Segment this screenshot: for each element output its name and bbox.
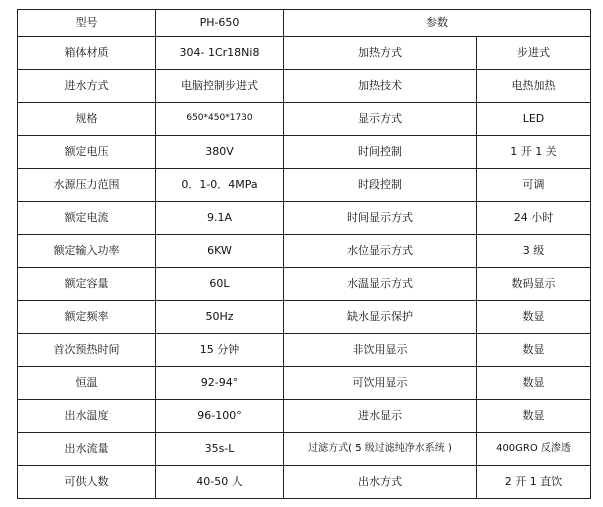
spec-value-cell: 35s-L <box>156 432 284 465</box>
param-label-cell: 加热方式 <box>284 36 477 69</box>
spec-value-cell: 0．1-0．4MPa <box>156 168 284 201</box>
param-label-cell: 水位显示方式 <box>284 234 477 267</box>
param-value-cell: 数显 <box>477 300 591 333</box>
param-value-cell: 数显 <box>477 366 591 399</box>
param-value-cell: 数显 <box>477 399 591 432</box>
model-value-cell: PH-650 <box>156 10 284 37</box>
param-label-cell: 加热技术 <box>284 69 477 102</box>
table-header-row <box>18 10 591 37</box>
spec-value-cell: 9.1A <box>156 201 284 234</box>
param-label-cell: 进水显示 <box>284 399 477 432</box>
param-label-cell: 非饮用显示 <box>284 333 477 366</box>
table-row <box>18 333 591 366</box>
param-value-cell: 步进式 <box>477 36 591 69</box>
spec-value-cell: 电脑控制步进式 <box>156 69 284 102</box>
table-row <box>18 69 591 102</box>
param-value-cell: 电热加热 <box>477 69 591 102</box>
table-row <box>18 465 591 498</box>
spec-value-cell: 50Hz <box>156 300 284 333</box>
spec-label-cell: 水源压力范围 <box>18 168 156 201</box>
spec-label-cell: 箱体材质 <box>18 36 156 69</box>
table-row <box>18 201 591 234</box>
table-row <box>18 399 591 432</box>
param-value-cell: 数显 <box>477 333 591 366</box>
param-label-cell: 可饮用显示 <box>284 366 477 399</box>
spec-label-cell: 额定频率 <box>18 300 156 333</box>
param-value-cell: 3 级 <box>477 234 591 267</box>
spec-label-cell: 出水流量 <box>18 432 156 465</box>
table-row <box>18 267 591 300</box>
spec-value-cell: 92-94° <box>156 366 284 399</box>
spec-label-cell: 额定电流 <box>18 201 156 234</box>
spec-value-cell: 304- 1Cr18Ni8 <box>156 36 284 69</box>
table-row <box>18 102 591 135</box>
table-row <box>18 168 591 201</box>
param-label-cell: 显示方式 <box>284 102 477 135</box>
param-value-cell: 24 小时 <box>477 201 591 234</box>
param-label-cell: 时间控制 <box>284 135 477 168</box>
spec-label-cell: 额定容量 <box>18 267 156 300</box>
spec-value-cell: 650*450*1730 <box>156 102 284 135</box>
spec-value-cell: 6KW <box>156 234 284 267</box>
table-row <box>18 36 591 69</box>
param-value-cell: 400GRO 反渗透 <box>477 432 591 465</box>
spec-label-cell: 首次预热时间 <box>18 333 156 366</box>
spec-table <box>17 9 591 499</box>
spec-value-cell: 380V <box>156 135 284 168</box>
spec-value-cell: 15 分钟 <box>156 333 284 366</box>
param-label-cell: 时间显示方式 <box>284 201 477 234</box>
param-label-cell: 时段控制 <box>284 168 477 201</box>
param-value-cell: 1 开 1 关 <box>477 135 591 168</box>
spec-label-cell: 进水方式 <box>18 69 156 102</box>
param-value-cell: 数码显示 <box>477 267 591 300</box>
param-value-cell: 可调 <box>477 168 591 201</box>
param-label-cell: 出水方式 <box>284 465 477 498</box>
param-label-cell: 缺水显示保护 <box>284 300 477 333</box>
table-row <box>18 366 591 399</box>
param-label-cell: 水温显示方式 <box>284 267 477 300</box>
params-header-cell: 参数 <box>284 10 591 37</box>
param-value-cell: 2 开 1 直饮 <box>477 465 591 498</box>
param-value-cell: LED <box>477 102 591 135</box>
table-row <box>18 234 591 267</box>
spec-label-cell: 恒温 <box>18 366 156 399</box>
spec-value-cell: 96-100° <box>156 399 284 432</box>
spec-label-cell: 规格 <box>18 102 156 135</box>
spec-label-cell: 可供人数 <box>18 465 156 498</box>
spec-value-cell: 40-50 人 <box>156 465 284 498</box>
spec-value-cell: 60L <box>156 267 284 300</box>
model-label-cell: 型号 <box>18 10 156 37</box>
spec-label-cell: 额定电压 <box>18 135 156 168</box>
spec-label-cell: 额定输入功率 <box>18 234 156 267</box>
table-row <box>18 300 591 333</box>
param-label-cell: 过滤方式( 5 级过滤纯净水系统 ) <box>284 432 477 465</box>
table-row <box>18 432 591 465</box>
spec-label-cell: 出水温度 <box>18 399 156 432</box>
table-row <box>18 135 591 168</box>
